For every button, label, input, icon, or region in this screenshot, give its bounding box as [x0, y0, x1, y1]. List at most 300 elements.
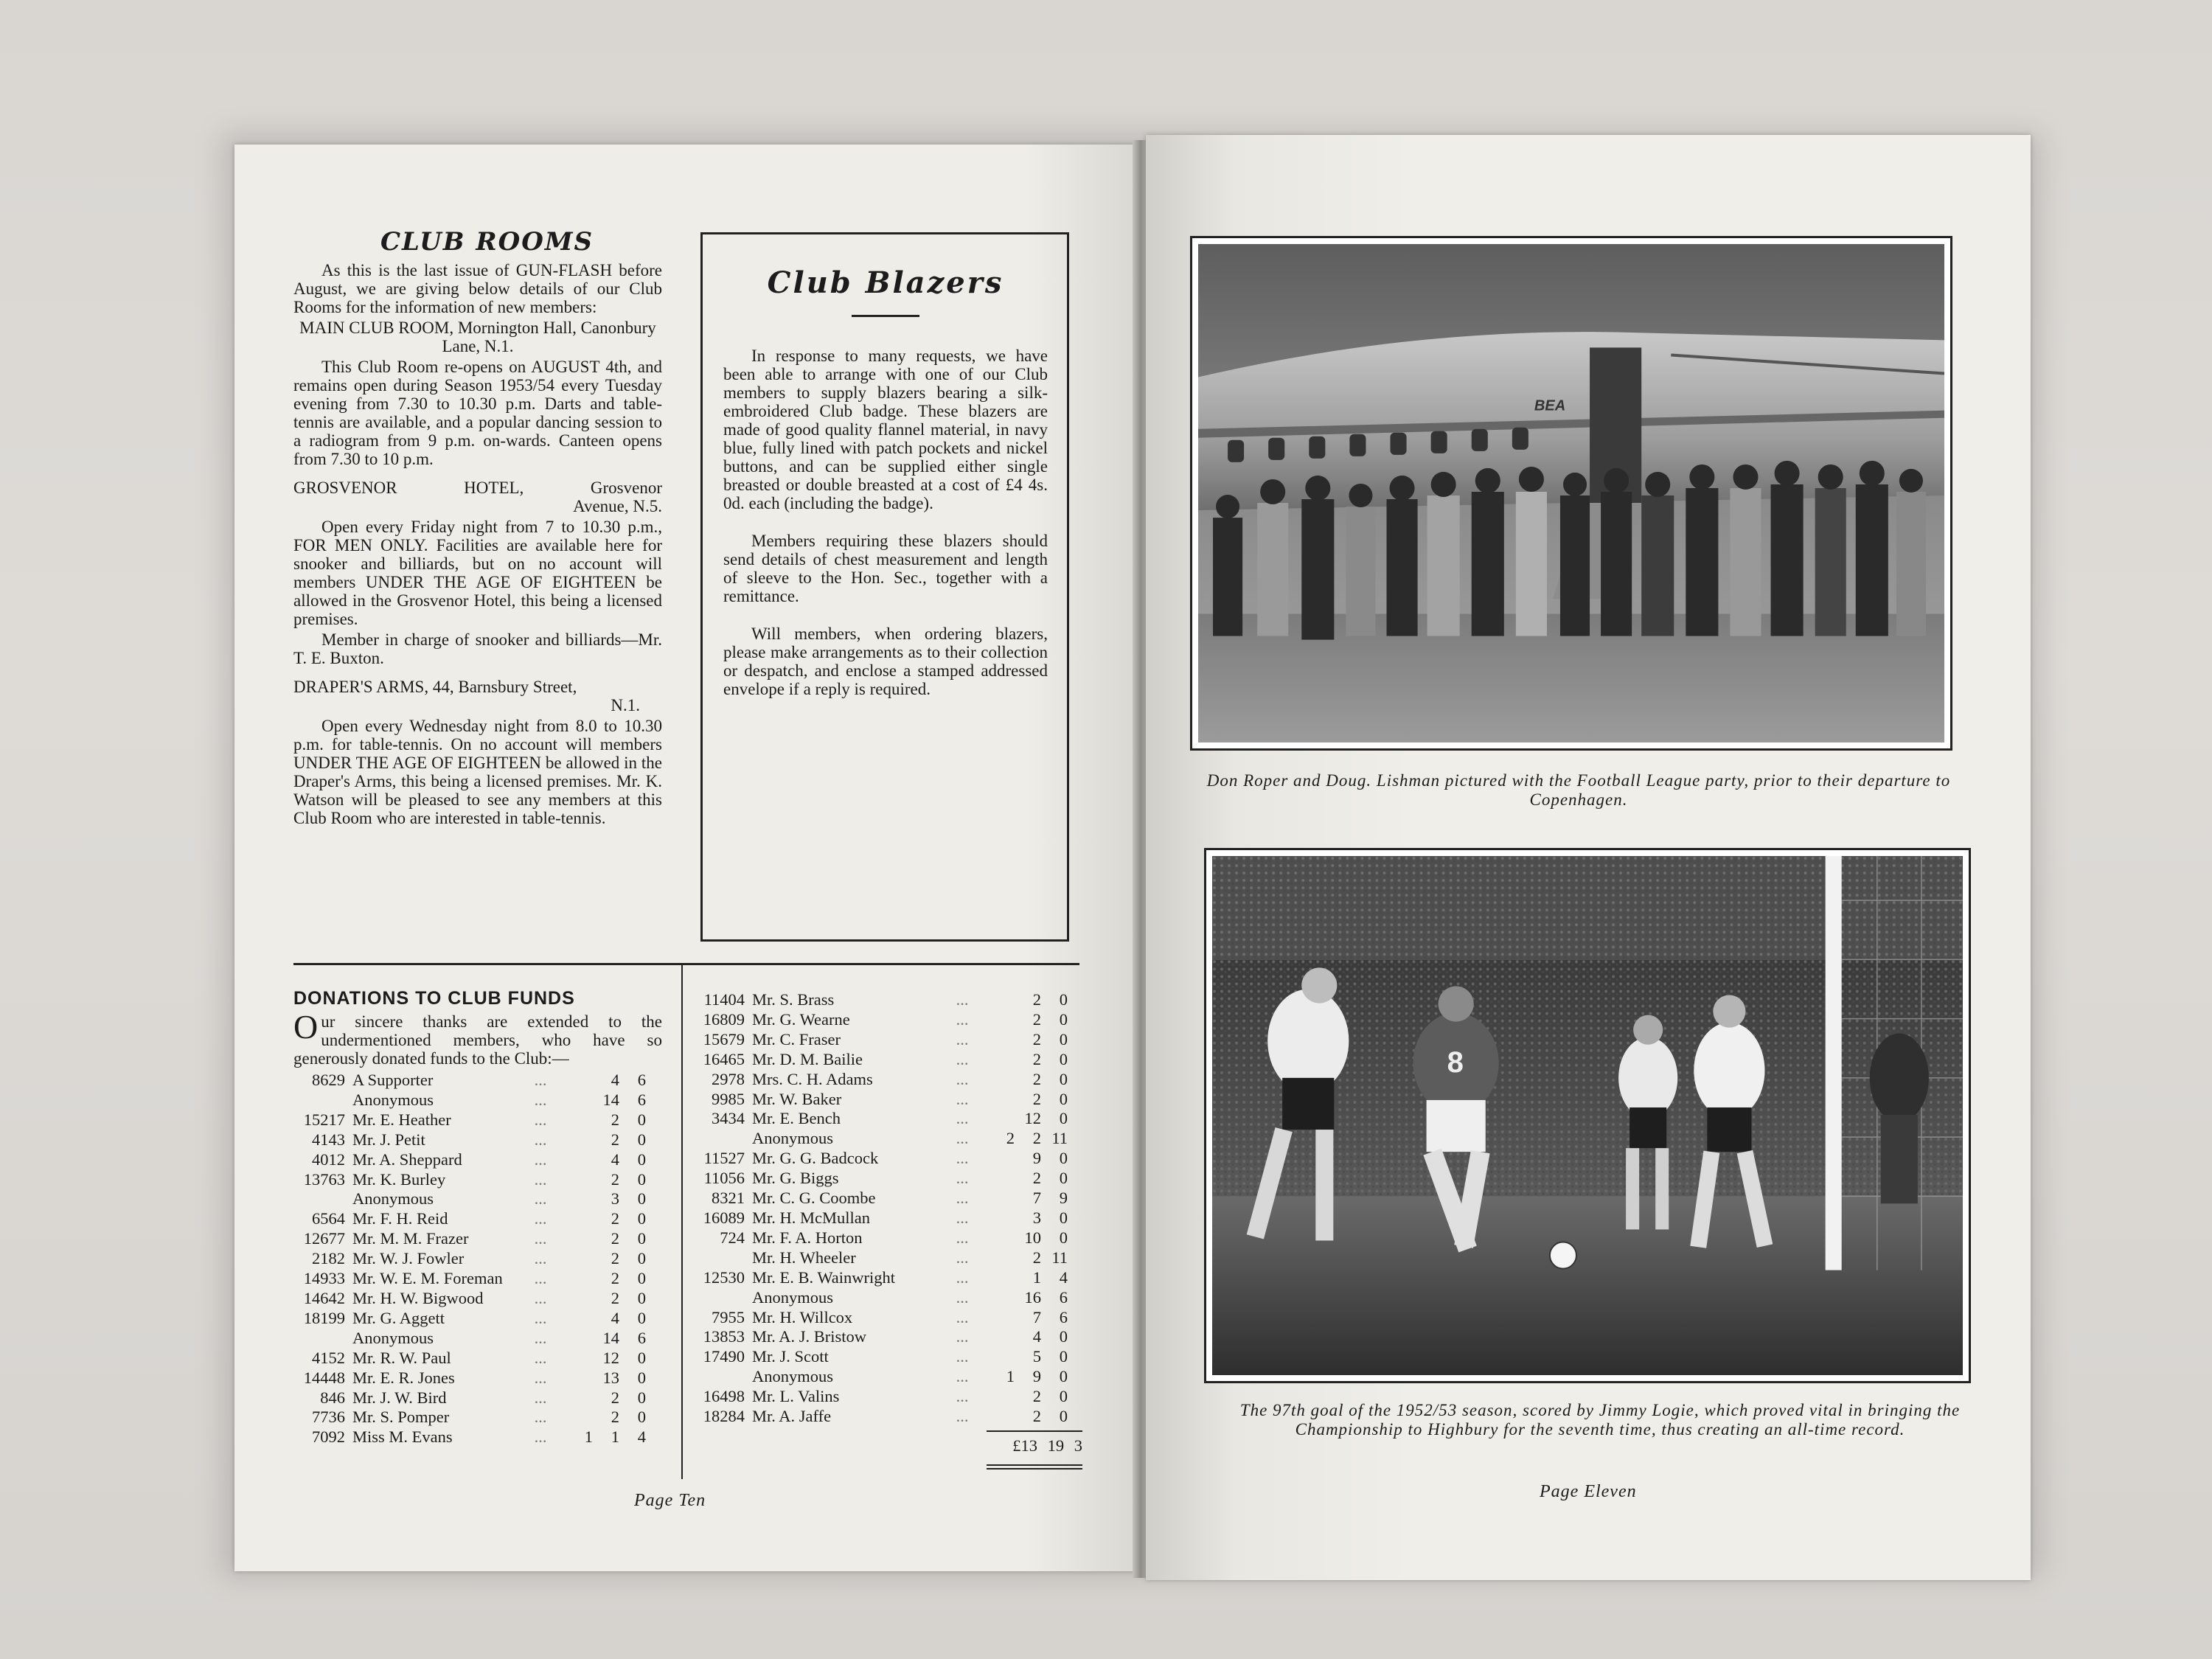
- pence: 0: [1059, 1069, 1068, 1088]
- leader-dots: ...: [956, 1387, 969, 1406]
- donation-row: [293, 1189, 662, 1209]
- donor-number: 846: [320, 1388, 345, 1407]
- donation-row: [693, 1208, 1084, 1228]
- donor-number: 12530: [703, 1267, 745, 1287]
- donor-name: A Supporter: [352, 1071, 434, 1089]
- shillings: 2: [1032, 1089, 1041, 1108]
- donation-row: [693, 1050, 1084, 1070]
- donation-row: [693, 1129, 1084, 1149]
- donor-name: Anonymous: [752, 1367, 834, 1386]
- shillings: 2: [1032, 1009, 1041, 1029]
- leader-dots: ...: [956, 1049, 969, 1068]
- pence: 0: [1059, 1407, 1068, 1426]
- donor-name: Mr. E. R. Jones: [352, 1368, 455, 1387]
- pounds: [566, 1269, 593, 1289]
- pence: 0: [637, 1209, 646, 1228]
- donor-number: 7955: [712, 1307, 745, 1326]
- pounds: [566, 1249, 593, 1269]
- football-photo-image: [1212, 856, 1963, 1375]
- donation-row: [693, 990, 1084, 1010]
- pounds: [988, 1327, 1015, 1347]
- donor-number: [693, 1367, 752, 1387]
- donor-name: Mr. H. Wheeler: [752, 1248, 856, 1267]
- shillings: 2: [611, 1288, 619, 1307]
- donation-row: [293, 1170, 662, 1190]
- donation-row: [293, 1150, 662, 1170]
- leader-dots: ...: [534, 1150, 547, 1169]
- pounds: [566, 1209, 593, 1229]
- donor-name: Anonymous: [352, 1328, 434, 1347]
- drop-cap: O: [293, 1008, 319, 1046]
- pounds: [988, 1010, 1015, 1030]
- donor-number: 13763: [303, 1169, 345, 1189]
- pence: 0: [1059, 1347, 1068, 1366]
- leader-dots: ...: [534, 1189, 547, 1208]
- donor-number: 4143: [312, 1130, 345, 1149]
- donor-number: 16089: [703, 1208, 745, 1227]
- grosvenor-heading-a: GROSVENOR HOTEL, Grosvenor: [293, 479, 662, 497]
- pounds: [988, 1228, 1015, 1248]
- donor-name: Mr. K. Burley: [352, 1169, 446, 1189]
- donation-row: [693, 1030, 1084, 1050]
- leader-dots: ...: [534, 1071, 547, 1089]
- donor-name: Mr. C. G. Coombe: [752, 1189, 876, 1208]
- shillings: 2: [1032, 1049, 1041, 1068]
- donation-row: [293, 1408, 662, 1427]
- donor-number: 724: [720, 1228, 745, 1247]
- leader-dots: ...: [956, 1069, 969, 1088]
- blazers-para-3: Will members, when ordering blazers, please make arrangements as to their collection or despatch, and enclose a stamped addressed envelope if a reply is required.: [723, 625, 1048, 698]
- pence: 0: [1059, 1109, 1068, 1128]
- donation-row: [693, 1387, 1084, 1407]
- donor-number: 11056: [703, 1169, 745, 1188]
- donation-row: [693, 1010, 1084, 1030]
- shillings: 9: [1032, 1367, 1041, 1386]
- donation-row: [693, 1367, 1084, 1387]
- pence: 0: [1059, 1029, 1068, 1048]
- pounds: [988, 1189, 1015, 1208]
- donation-row: [293, 1388, 662, 1408]
- donor-number: 16465: [703, 1049, 745, 1068]
- donation-row: [293, 1091, 662, 1110]
- pounds: [988, 1248, 1015, 1268]
- donor-name: Mr. G. Biggs: [752, 1169, 839, 1188]
- donation-row: [693, 1248, 1084, 1268]
- shillings: 2: [611, 1408, 619, 1427]
- pounds: [988, 990, 1015, 1010]
- leader-dots: ...: [956, 1189, 969, 1208]
- photo-airport-party: [1190, 236, 1952, 751]
- donor-number: [293, 1189, 352, 1209]
- donor-name: Mr. J. W. Bird: [352, 1388, 447, 1407]
- donor-number: 3434: [712, 1109, 745, 1128]
- club-blazers-box: [700, 232, 1069, 942]
- donor-name: Mr. E. Heather: [352, 1110, 451, 1129]
- donor-number: [293, 1329, 352, 1349]
- shillings: 5: [1032, 1347, 1041, 1366]
- donations-column-2: [693, 990, 1084, 1427]
- title-rule: [852, 315, 919, 317]
- donor-name: Mr. A. J. Bristow: [752, 1327, 867, 1346]
- donor-name: Mr. F. A. Horton: [752, 1228, 863, 1247]
- donor-number: 8321: [712, 1189, 745, 1208]
- main-club-room-body: This Club Room re-opens on AUGUST 4th, and remains open during Season 1953/54 every Tuesday evening from 7.30 to 10.30 p.m. Darts and table-tennis are available, and a popular dancing session to a radiogram from 9 p.m. on-wards. Canteen opens from 7.30 to 10 p.m.: [293, 358, 662, 468]
- pounds: [566, 1309, 593, 1329]
- donor-number: 2182: [312, 1249, 345, 1268]
- donor-number: 18284: [703, 1407, 745, 1426]
- donor-number: 12677: [303, 1229, 345, 1248]
- leader-dots: ...: [956, 1327, 969, 1346]
- pounds: [988, 1347, 1015, 1367]
- donations-title: DONATIONS TO CLUB FUNDS: [293, 988, 575, 1009]
- donor-name: Mr. H. Willcox: [752, 1307, 853, 1326]
- donation-row: [293, 1071, 662, 1091]
- shillings: 2: [611, 1388, 619, 1407]
- pounds: [566, 1110, 593, 1130]
- donation-row: [693, 1070, 1084, 1090]
- donor-name: Mr. G. G. Badcock: [752, 1149, 879, 1168]
- pounds: [988, 1387, 1015, 1407]
- pounds: [988, 1169, 1015, 1189]
- donor-name: Mr. S. Brass: [752, 990, 835, 1009]
- donation-row: [693, 1090, 1084, 1110]
- donor-name: Mr. R. W. Paul: [352, 1348, 451, 1367]
- donation-row: [293, 1289, 662, 1309]
- pence: 4: [637, 1427, 646, 1447]
- shillings: 1: [1032, 1267, 1041, 1287]
- shirt-number: 8: [1447, 1046, 1464, 1079]
- leader-dots: ...: [956, 1009, 969, 1029]
- donor-number: [693, 1248, 752, 1268]
- pence: 6: [1059, 1287, 1068, 1307]
- pence: 0: [637, 1130, 646, 1149]
- donor-number: 7092: [312, 1427, 345, 1447]
- donor-name: Mr. W. E. M. Foreman: [352, 1269, 503, 1288]
- pounds: [566, 1349, 593, 1368]
- donor-number: 16809: [703, 1009, 745, 1029]
- leader-dots: ...: [534, 1229, 547, 1248]
- donor-number: 4012: [312, 1150, 345, 1169]
- donor-number: 15679: [703, 1029, 745, 1048]
- pence: 6: [637, 1328, 646, 1347]
- shillings: 2: [611, 1110, 619, 1129]
- leader-dots: ...: [956, 1129, 969, 1148]
- donor-number: 6564: [312, 1209, 345, 1228]
- leader-dots: ...: [534, 1388, 547, 1407]
- donor-name: Mr. D. M. Bailie: [752, 1049, 863, 1068]
- donor-number: 14448: [303, 1368, 345, 1387]
- donor-number: 7736: [312, 1408, 345, 1427]
- donation-row: [693, 1109, 1084, 1129]
- donation-row: [693, 1288, 1084, 1308]
- donor-name: Mr. G. Wearne: [752, 1009, 850, 1029]
- donor-number: 2978: [712, 1069, 745, 1088]
- leader-dots: ...: [534, 1328, 547, 1347]
- main-club-room-heading: MAIN CLUB ROOM, Mornington Hall, Canonbury Lane, N.1.: [299, 319, 656, 355]
- leader-dots: ...: [956, 1367, 969, 1386]
- leader-dots: ...: [534, 1288, 547, 1307]
- donor-name: Mr. A. Jaffe: [752, 1407, 832, 1426]
- pence: 0: [1059, 1327, 1068, 1346]
- pence: 0: [637, 1110, 646, 1129]
- donation-row: [693, 1407, 1084, 1427]
- club-rooms-intro: As this is the last issue of GUN-FLASH before August, we are giving below details of our Club Rooms for the information of new members:: [293, 261, 662, 316]
- pounds: [566, 1289, 593, 1309]
- leader-dots: ...: [534, 1308, 547, 1327]
- shillings: 12: [602, 1348, 619, 1367]
- donor-name: Mr. A. Sheppard: [352, 1150, 462, 1169]
- donations-column-1: [293, 1071, 662, 1447]
- leader-dots: ...: [534, 1368, 547, 1387]
- pounds: [566, 1408, 593, 1427]
- pounds: 1: [584, 1427, 593, 1447]
- shillings: 2: [1032, 1169, 1041, 1188]
- shillings: 2: [611, 1130, 619, 1149]
- pence: 0: [637, 1229, 646, 1248]
- donation-row: [293, 1329, 662, 1349]
- pence: 0: [1059, 1367, 1068, 1386]
- leader-dots: ...: [534, 1090, 547, 1109]
- drapers-body: Open every Wednesday night from 8.0 to 10.30 p.m. for table-tennis. On no account will members UNDER THE AGE OF EIGHTEEN be allowed in the Draper's Arms, this being a licensed premises. Mr. K. Watson will be pleased to see any members at this Club Room who are interested in table-tennis.: [293, 717, 662, 827]
- pence: 0: [637, 1249, 646, 1268]
- shillings: 3: [611, 1189, 619, 1208]
- pence: 11: [1051, 1248, 1068, 1267]
- pounds: [988, 1208, 1015, 1228]
- pence: 6: [637, 1090, 646, 1109]
- donor-name: Mr. M. M. Frazer: [352, 1229, 469, 1248]
- pounds: [988, 1109, 1015, 1129]
- donor-name: Mr. W. Baker: [752, 1089, 842, 1108]
- donor-number: 9985: [712, 1089, 745, 1108]
- leader-dots: ...: [956, 1089, 969, 1108]
- donor-number: 11527: [703, 1149, 745, 1168]
- shillings: 2: [611, 1269, 619, 1288]
- pence: 0: [1059, 1149, 1068, 1168]
- page-number-right: Page Eleven: [1540, 1482, 1637, 1501]
- donor-name: Mr. C. Fraser: [752, 1029, 841, 1048]
- football-photo-caption: The 97th goal of the 1952/53 season, scored by Jimmy Logie, which proved vital in bringing the Championship to Highbury for the seventh time, thus creating an all-time record.: [1239, 1401, 1961, 1439]
- donor-name: Mr. G. Aggett: [352, 1308, 445, 1327]
- donation-row: [293, 1368, 662, 1388]
- pounds: [566, 1368, 593, 1388]
- shillings: 12: [1024, 1109, 1041, 1128]
- leader-dots: ...: [534, 1110, 547, 1129]
- leader-dots: ...: [534, 1130, 547, 1149]
- pence: 0: [1059, 1049, 1068, 1068]
- donation-row: [693, 1228, 1084, 1248]
- donor-name: Mr. H. McMullan: [752, 1208, 870, 1227]
- donations-section: [293, 988, 662, 1447]
- donor-number: 13853: [703, 1327, 745, 1346]
- donor-number: 14933: [303, 1269, 345, 1288]
- shillings: 2: [1032, 990, 1041, 1009]
- pounds: [988, 1268, 1015, 1288]
- pence: 0: [637, 1348, 646, 1367]
- bea-label: BEA: [1534, 397, 1566, 414]
- donor-name: Mr. J. Petit: [352, 1130, 425, 1149]
- pounds: [566, 1189, 593, 1209]
- donor-number: 8629: [312, 1071, 345, 1089]
- pence: 0: [1059, 1009, 1068, 1029]
- leader-dots: ...: [956, 990, 969, 1009]
- leader-dots: ...: [956, 1307, 969, 1326]
- donor-name: Anonymous: [352, 1090, 434, 1109]
- pounds: [566, 1388, 593, 1408]
- donation-row: [693, 1308, 1084, 1328]
- donor-name: Anonymous: [752, 1129, 834, 1148]
- donation-row: [693, 1189, 1084, 1208]
- pounds: [988, 1030, 1015, 1050]
- pence: 9: [1059, 1189, 1068, 1208]
- donor-name: Mr. W. J. Fowler: [352, 1249, 465, 1268]
- shillings: 2: [1032, 1129, 1041, 1148]
- donor-number: 17490: [703, 1347, 745, 1366]
- donation-row: [293, 1229, 662, 1249]
- donation-row: [293, 1209, 662, 1229]
- donor-name: Anonymous: [352, 1189, 434, 1208]
- donor-number: [293, 1091, 352, 1110]
- leader-dots: ...: [956, 1267, 969, 1287]
- grosvenor-member: Member in charge of snooker and billiards—Mr. T. E. Buxton.: [293, 630, 662, 667]
- shillings: 2: [611, 1209, 619, 1228]
- shillings: 13: [602, 1368, 619, 1387]
- total-double-rule: [987, 1464, 1082, 1470]
- leader-dots: ...: [956, 1228, 969, 1247]
- pounds: [988, 1407, 1015, 1427]
- grosvenor-body: Open every Friday night from 7 to 10.30 p.m., FOR MEN ONLY. Facilities are available here for snooker and billiards, but on no account will members UNDER THE AGE OF EIGHTEEN be allowed in the Grosvenor Hotel, this being a licensed premises.: [293, 518, 662, 628]
- donation-row: [293, 1249, 662, 1269]
- pounds: [566, 1130, 593, 1150]
- shillings: 14: [602, 1328, 619, 1347]
- donor-name: Mr. L. Valins: [752, 1387, 840, 1406]
- pence: 0: [637, 1288, 646, 1307]
- shillings: 2: [1032, 1407, 1041, 1426]
- donor-number: 4152: [312, 1348, 345, 1367]
- donor-number: 16498: [703, 1387, 745, 1406]
- pounds: [566, 1091, 593, 1110]
- leader-dots: ...: [534, 1427, 547, 1447]
- donation-row: [293, 1427, 662, 1447]
- donations-intro-text: ur sincere thanks are extended to the undermentioned members, who have so generously donated funds to the Club:—: [293, 1012, 662, 1068]
- pence: 6: [637, 1071, 646, 1089]
- club-blazers-title: Club Blazers: [767, 265, 1004, 300]
- donation-row: [693, 1268, 1084, 1288]
- pence: 0: [637, 1150, 646, 1169]
- leader-dots: ...: [534, 1269, 547, 1288]
- donation-row: [693, 1347, 1084, 1367]
- shillings: 2: [611, 1169, 619, 1189]
- leader-dots: ...: [956, 1347, 969, 1366]
- donor-name: Anonymous: [752, 1287, 834, 1307]
- pence: 0: [637, 1189, 646, 1208]
- pounds: [566, 1329, 593, 1349]
- pounds: [566, 1170, 593, 1190]
- shillings: 9: [1032, 1149, 1041, 1168]
- shillings: 2: [1032, 1248, 1041, 1267]
- pence: 4: [1059, 1267, 1068, 1287]
- donor-name: Mr. S. Pomper: [352, 1408, 450, 1427]
- donor-name: Miss M. Evans: [352, 1427, 453, 1447]
- pence: 0: [1059, 1387, 1068, 1406]
- pounds: [566, 1229, 593, 1249]
- page-number-left: Page Ten: [634, 1491, 706, 1510]
- pence: 6: [1059, 1307, 1068, 1326]
- shillings: 14: [602, 1090, 619, 1109]
- pounds: [988, 1308, 1015, 1328]
- leader-dots: ...: [534, 1408, 547, 1427]
- donor-name: Mr. E. B. Wainwright: [752, 1267, 896, 1287]
- donor-number: 15217: [303, 1110, 345, 1129]
- shillings: 4: [611, 1150, 619, 1169]
- leader-dots: ...: [534, 1249, 547, 1268]
- pence: 0: [1059, 1208, 1068, 1227]
- grosvenor-heading-b: Avenue, N.5.: [573, 497, 662, 515]
- donor-number: 11404: [703, 990, 745, 1009]
- shillings: 7: [1032, 1189, 1041, 1208]
- donations-top-rule: [293, 963, 1079, 965]
- pence: 0: [637, 1269, 646, 1288]
- leader-dots: ...: [956, 1248, 969, 1267]
- blazers-para-1: In response to many requests, we have been able to arrange with one of our Club members to supply blazers bearing a silk-embroidered Club badge. These blazers are made of good quality flannel material, in navy blue, fully lined with patch pockets and nickel buttons, and can be supplied either single breasted or double breasted at a cost of £4 4s. 0d. each (including the badge).: [723, 347, 1048, 512]
- pence: 11: [1051, 1129, 1068, 1148]
- donation-row: [293, 1309, 662, 1329]
- shillings: 4: [611, 1308, 619, 1327]
- pence: 0: [637, 1388, 646, 1407]
- donations-total: £13 19 3: [987, 1430, 1082, 1455]
- donor-number: 18199: [303, 1308, 345, 1327]
- donor-name: Mr. H. W. Bigwood: [352, 1288, 484, 1307]
- shillings: 2: [1032, 1387, 1041, 1406]
- donations-column-divider: [681, 963, 683, 1479]
- shillings: 16: [1024, 1287, 1041, 1307]
- pounds: 2: [1006, 1129, 1015, 1148]
- donor-number: [693, 1129, 752, 1149]
- donations-section-2: [693, 990, 1084, 1427]
- drapers-heading-b: N.1.: [611, 696, 640, 714]
- pence: 0: [637, 1368, 646, 1387]
- donor-name: Mr. F. H. Reid: [352, 1209, 448, 1228]
- pounds: 1: [1006, 1367, 1015, 1386]
- donation-row: [293, 1110, 662, 1130]
- shillings: 7: [1032, 1307, 1041, 1326]
- pounds: [566, 1150, 593, 1170]
- pounds: [988, 1288, 1015, 1308]
- pounds: [988, 1050, 1015, 1070]
- club-rooms-section: [293, 227, 662, 830]
- pence: 0: [1059, 1228, 1068, 1247]
- pounds: [566, 1071, 593, 1091]
- leader-dots: ...: [956, 1109, 969, 1128]
- leader-dots: ...: [534, 1169, 547, 1189]
- pounds: [988, 1149, 1015, 1169]
- leader-dots: ...: [956, 1287, 969, 1307]
- shillings: 4: [1032, 1327, 1041, 1346]
- donation-row: [693, 1327, 1084, 1347]
- photo-football-goal: [1204, 848, 1971, 1383]
- leader-dots: ...: [534, 1209, 547, 1228]
- donation-row: [693, 1149, 1084, 1169]
- donation-row: [293, 1269, 662, 1289]
- airport-photo-image: [1198, 244, 1944, 742]
- shillings: 2: [1032, 1069, 1041, 1088]
- leader-dots: ...: [956, 1169, 969, 1188]
- shillings: 4: [611, 1071, 619, 1089]
- shillings: 2: [611, 1229, 619, 1248]
- donation-row: [693, 1169, 1084, 1189]
- shillings: 1: [611, 1427, 619, 1447]
- pence: 0: [637, 1169, 646, 1189]
- leader-dots: ...: [956, 1208, 969, 1227]
